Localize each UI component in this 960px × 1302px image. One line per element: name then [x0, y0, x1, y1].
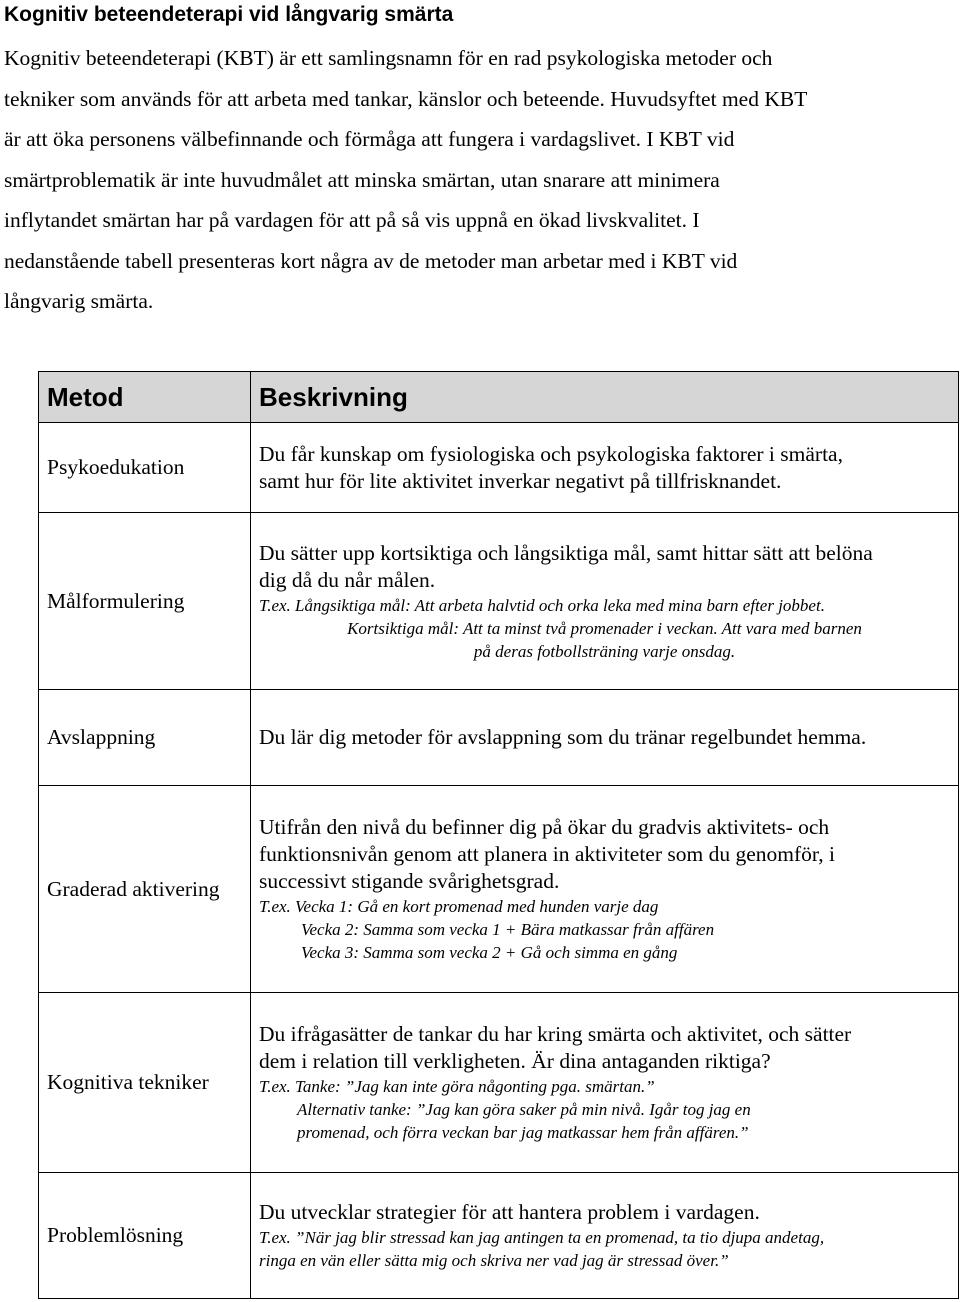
example-line: Vecka 3: Samma som vecka 2 + Gå och simma en gång — [301, 943, 678, 962]
example-line: Kortsiktiga mål: Att ta minst två promenader i veckan. Att vara med barnen — [347, 618, 862, 638]
table-row — [39, 1173, 959, 1299]
intro-line: nedanstående tabell presenteras kort några av de metoder man arbetar med i KBT vid — [4, 248, 738, 273]
example-line: T.ex. ”När jag blir stressad kan jag antingen ta en promenad, ta tio djupa andetag, — [259, 1228, 825, 1247]
table-row — [39, 786, 959, 993]
intro-line: långvarig smärta. — [4, 289, 154, 313]
example-line: T.ex. Tanke: ”Jag kan inte göra någonting pga. smärtan.” — [259, 1077, 655, 1096]
table-header-row — [39, 372, 959, 423]
intro-line: tekniker som används för att arbeta med tankar, känslor och beteende. Huvudsyftet med KBT — [4, 86, 808, 111]
method-name: Problemlösning — [39, 1173, 251, 1299]
description-line: Du lär dig metoder för avslappning som du tränar regelbundet hemma. — [259, 725, 867, 749]
intro-line: inflytandet smärtan har på vardagen för att på så vis uppnå en ökad livskvalitet. I — [4, 208, 700, 232]
intro-line: Kognitiv beteendeterapi (KBT) är ett samlingsnamn för en rad psykologiska metoder och — [4, 46, 773, 70]
table-row — [39, 690, 959, 786]
description-line: funktionsnivån genom att planera in aktiviteter som du genomför, i — [259, 842, 835, 866]
description-line: samt hur för lite aktivitet inverkar negativt på tillfrisknandet. — [259, 468, 782, 493]
intro-line: är att öka personens välbefinnande och förmåga att fungera i vardagslivet. I KBT vid — [4, 127, 735, 151]
method-name: Avslappning — [39, 690, 251, 786]
description-line: Utifrån den nivå du befinner dig på ökar du gradvis aktivitets- och — [259, 815, 830, 839]
method-description — [251, 993, 959, 1173]
table-row — [39, 513, 959, 690]
example-line: Alternativ tanke: ”Jag kan göra saker på min nivå. Igår tog jag en — [297, 1100, 751, 1119]
methods-table — [38, 371, 959, 1299]
description-line: Du får kunskap om fysiologiska och psykologiska faktorer i smärta, — [259, 441, 843, 466]
example-line: T.ex. Vecka 1: Gå en kort promenad med hunden varje dag — [259, 897, 659, 916]
example-line: Vecka 2: Samma som vecka 1 + Bära matkassar från affären — [301, 920, 715, 939]
method-name: Kognitiva tekniker — [39, 993, 251, 1173]
intro-line: smärtproblematik är inte huvudmålet att minska smärtan, utan snarare att minimera — [4, 167, 720, 192]
example-line: ringa en vän eller sätta mig och skriva ner vad jag är stressad över.” — [259, 1251, 729, 1270]
method-description — [251, 1173, 959, 1299]
description-line: dig då du når målen. — [259, 567, 436, 592]
description-line: Du sätter upp kortsiktiga och långsiktiga mål, samt hittar sätt att belöna — [259, 540, 873, 565]
method-name: Målformulering — [39, 513, 251, 690]
method-description — [251, 690, 959, 786]
example-line: på deras fotbollsträning varje onsdag. — [473, 641, 736, 661]
example-line: promenad, och förra veckan bar jag matkassar hem från affären.” — [297, 1123, 749, 1142]
example-line: T.ex. Långsiktiga mål: Att arbeta halvtid och orka leka med mina barn efter jobbet. — [259, 595, 825, 615]
description-line: Du utvecklar strategier för att hantera problem i vardagen. — [259, 1200, 760, 1224]
description-line: Du ifrågasätter de tankar du har kring smärta och aktivitet, och sätter — [259, 1022, 852, 1046]
method-description — [251, 786, 959, 993]
table-row — [39, 423, 959, 513]
table-row — [39, 993, 959, 1173]
method-name: Psykoedukation — [39, 423, 251, 513]
page-title: Kognitiv beteendeterapi vid långvarig smärta — [4, 3, 454, 26]
header-description: Beskrivning — [251, 372, 959, 423]
intro-paragraph — [4, 38, 924, 322]
description-line: dem i relation till verkligheten. Är dina antaganden riktiga? — [259, 1049, 771, 1073]
description-line: successivt stigande svårighetsgrad. — [259, 869, 560, 893]
method-description — [251, 423, 959, 513]
method-name: Graderad aktivering — [39, 786, 251, 993]
header-method: Metod — [39, 372, 251, 423]
method-description — [251, 513, 959, 690]
